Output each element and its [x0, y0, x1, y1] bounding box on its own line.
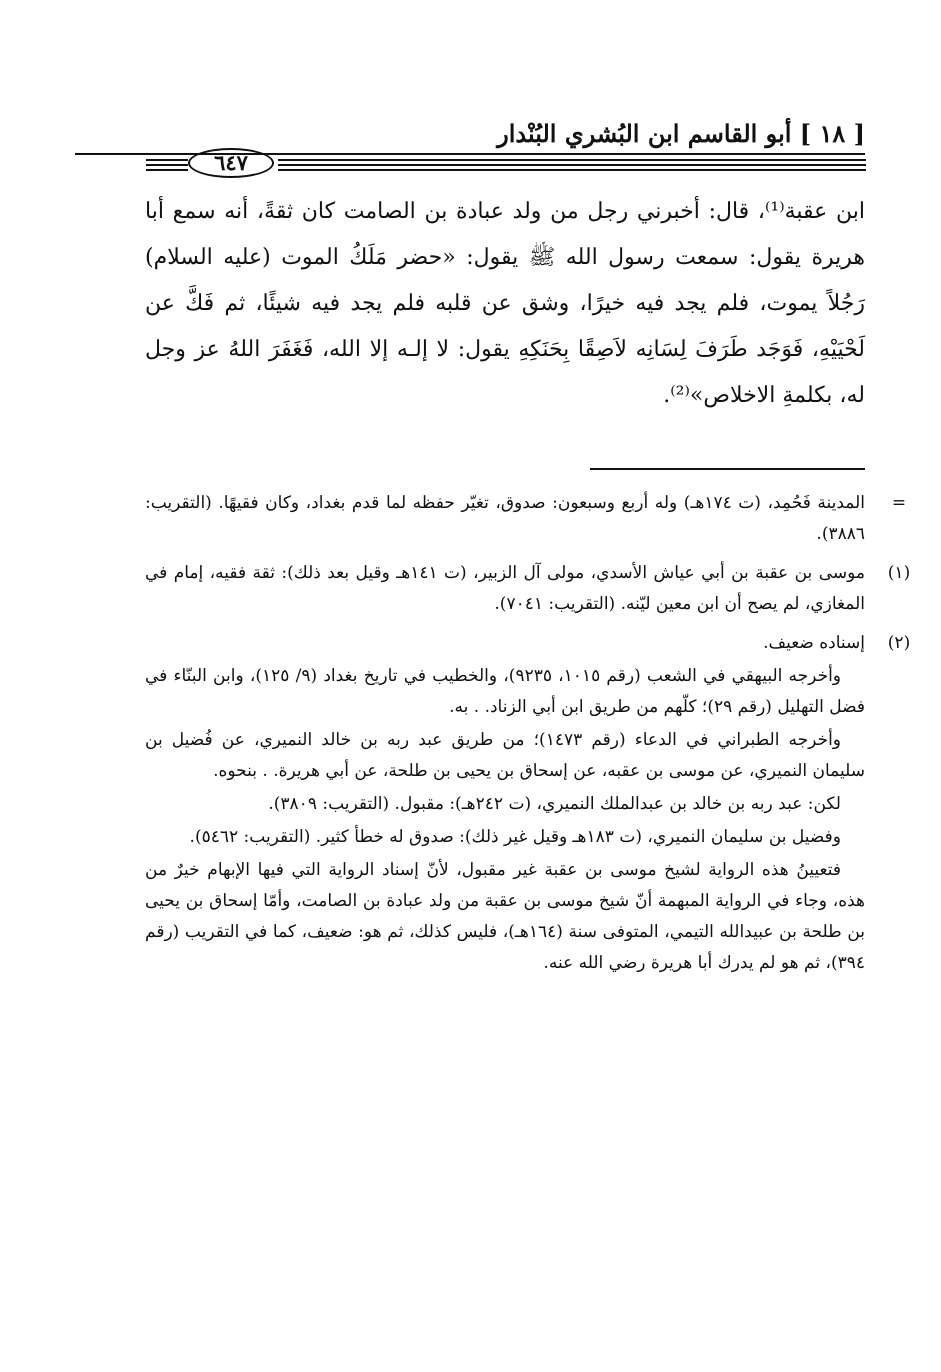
footnote-2-paragraph-2: وأخرجه الطبراني في الدعاء (رقم ١٤٧٣)؛ من طريق عبد ربه بن خالد النميري، عن فُضيل بن سليمان النميري، عن موسى بن عقبه، عن إسحاق بن يحيى بن طلحة، عن أبي هريرة. . بنحوه. [145, 730, 865, 781]
footnotes [145, 488, 911, 987]
footnote-1 [145, 558, 911, 620]
footnote-2 [145, 628, 911, 979]
footnote-2-paragraph-3: لكن: عبد ربه بن خالد بن عبدالملك النميري، (ت ٢٤٢هـ): مقبول. (التقريب: ٣٨٠٩). [268, 794, 841, 814]
main-text [145, 189, 865, 419]
footnote-2-paragraph-4: وفضيل بن سليمان النميري، (ت ١٨٣هـ وقيل غير ذلك): صدوق له خطأ كثير. (التقريب: ٥٤٦٢). [189, 827, 841, 847]
footnote-2-paragraph-1: وأخرجه البيهقي في الشعب (رقم ١٠١٥، ٩٢٣٥)، والخطيب في تاريخ بغداد (٩/ ١٢٥)، وابن البنّاء في فضل التهليل (رقم ٢٩)؛ كلّهم من طريق ابن أبي الزناد. . به. [145, 666, 865, 717]
continuation-text: المدينة فَحُمِد، (ت ١٧٤هـ) وله أربع وسبعون: صدوق، تغيّر حفظه لما قدم بغداد، وكان فقيهًا. (التقريب: ٣٨٨٦). [145, 493, 865, 544]
footnote-1-marker: (١) [887, 563, 911, 583]
footnote-2-text: إسناده ضعيف. [763, 633, 865, 653]
right-triple-rule [278, 156, 866, 174]
footnote-2-marker: (٢) [887, 633, 911, 653]
left-triple-rule [146, 156, 188, 174]
footnote-1-text: موسى بن عقبة بن أبي عياش الأسدي، مولى آل الزبير، (ت ١٤١هـ وقيل بعد ذلك): ثقة فقيه، إمام في المغازي، لم يصح أن ابن معين ليّنه. (التقريب: ٧٠٤١). [145, 563, 865, 614]
footnote-2-paragraph-5: فتعيينُ هذه الرواية لشيخ موسى بن عقبة غير مقبول، لأنّ إسناد الرواية التي فيها الإبهام خيرٌ من هذه، وجاء في الرواية المبهمة أنّ شيخ موسى بن عقبة من ولد عبادة بن الصامت، وأمّا إسحاق بن يحيى بن طلحة بن عبيدالله التيمي، المتوفى سنة (١٦٤هـ)، فليس كذلك، ثم هو: ضعيف، كما في التقريب (رقم ٣٩٤)، ثم هو لم يدرك أبا هريرة رضي الله عنه. [145, 860, 865, 973]
footnote-continuation [145, 488, 907, 550]
page-number: ٦٤٧ [188, 148, 274, 178]
continuation-marker: = [891, 493, 907, 513]
footnote-separator [590, 468, 865, 470]
hadith-paragraph: ابن عقبة⁽¹⁾، قال: أخبرني رجل من ولد عبادة بن الصامت كان ثقةً، أنه سمع أبا هريرة يقول: سمعت رسول الله ﷺ يقول: «حضر مَلَكُ الموت (عليه السلام) رَجُلاً يموت، فلم يجد فيه خيرًا، وشق عن قلبه فلم يجد فيه شيئًا، ثم فَكَّ عن لَحْيَيْهِ، فَوَجَد طَرَفَ لِسَانِه لاَصِقًا بِحَنَكِهِ يقول: لا إلـه إلا الله، فَغَفَرَ اللهُ عز وجل له، بكلمةِ الاخلاص»⁽²⁾. [145, 199, 865, 408]
page-number-bar [146, 148, 866, 182]
running-title: [ ١٨ ] أبو القاسم ابن البُشري البُنْدار [497, 119, 865, 148]
